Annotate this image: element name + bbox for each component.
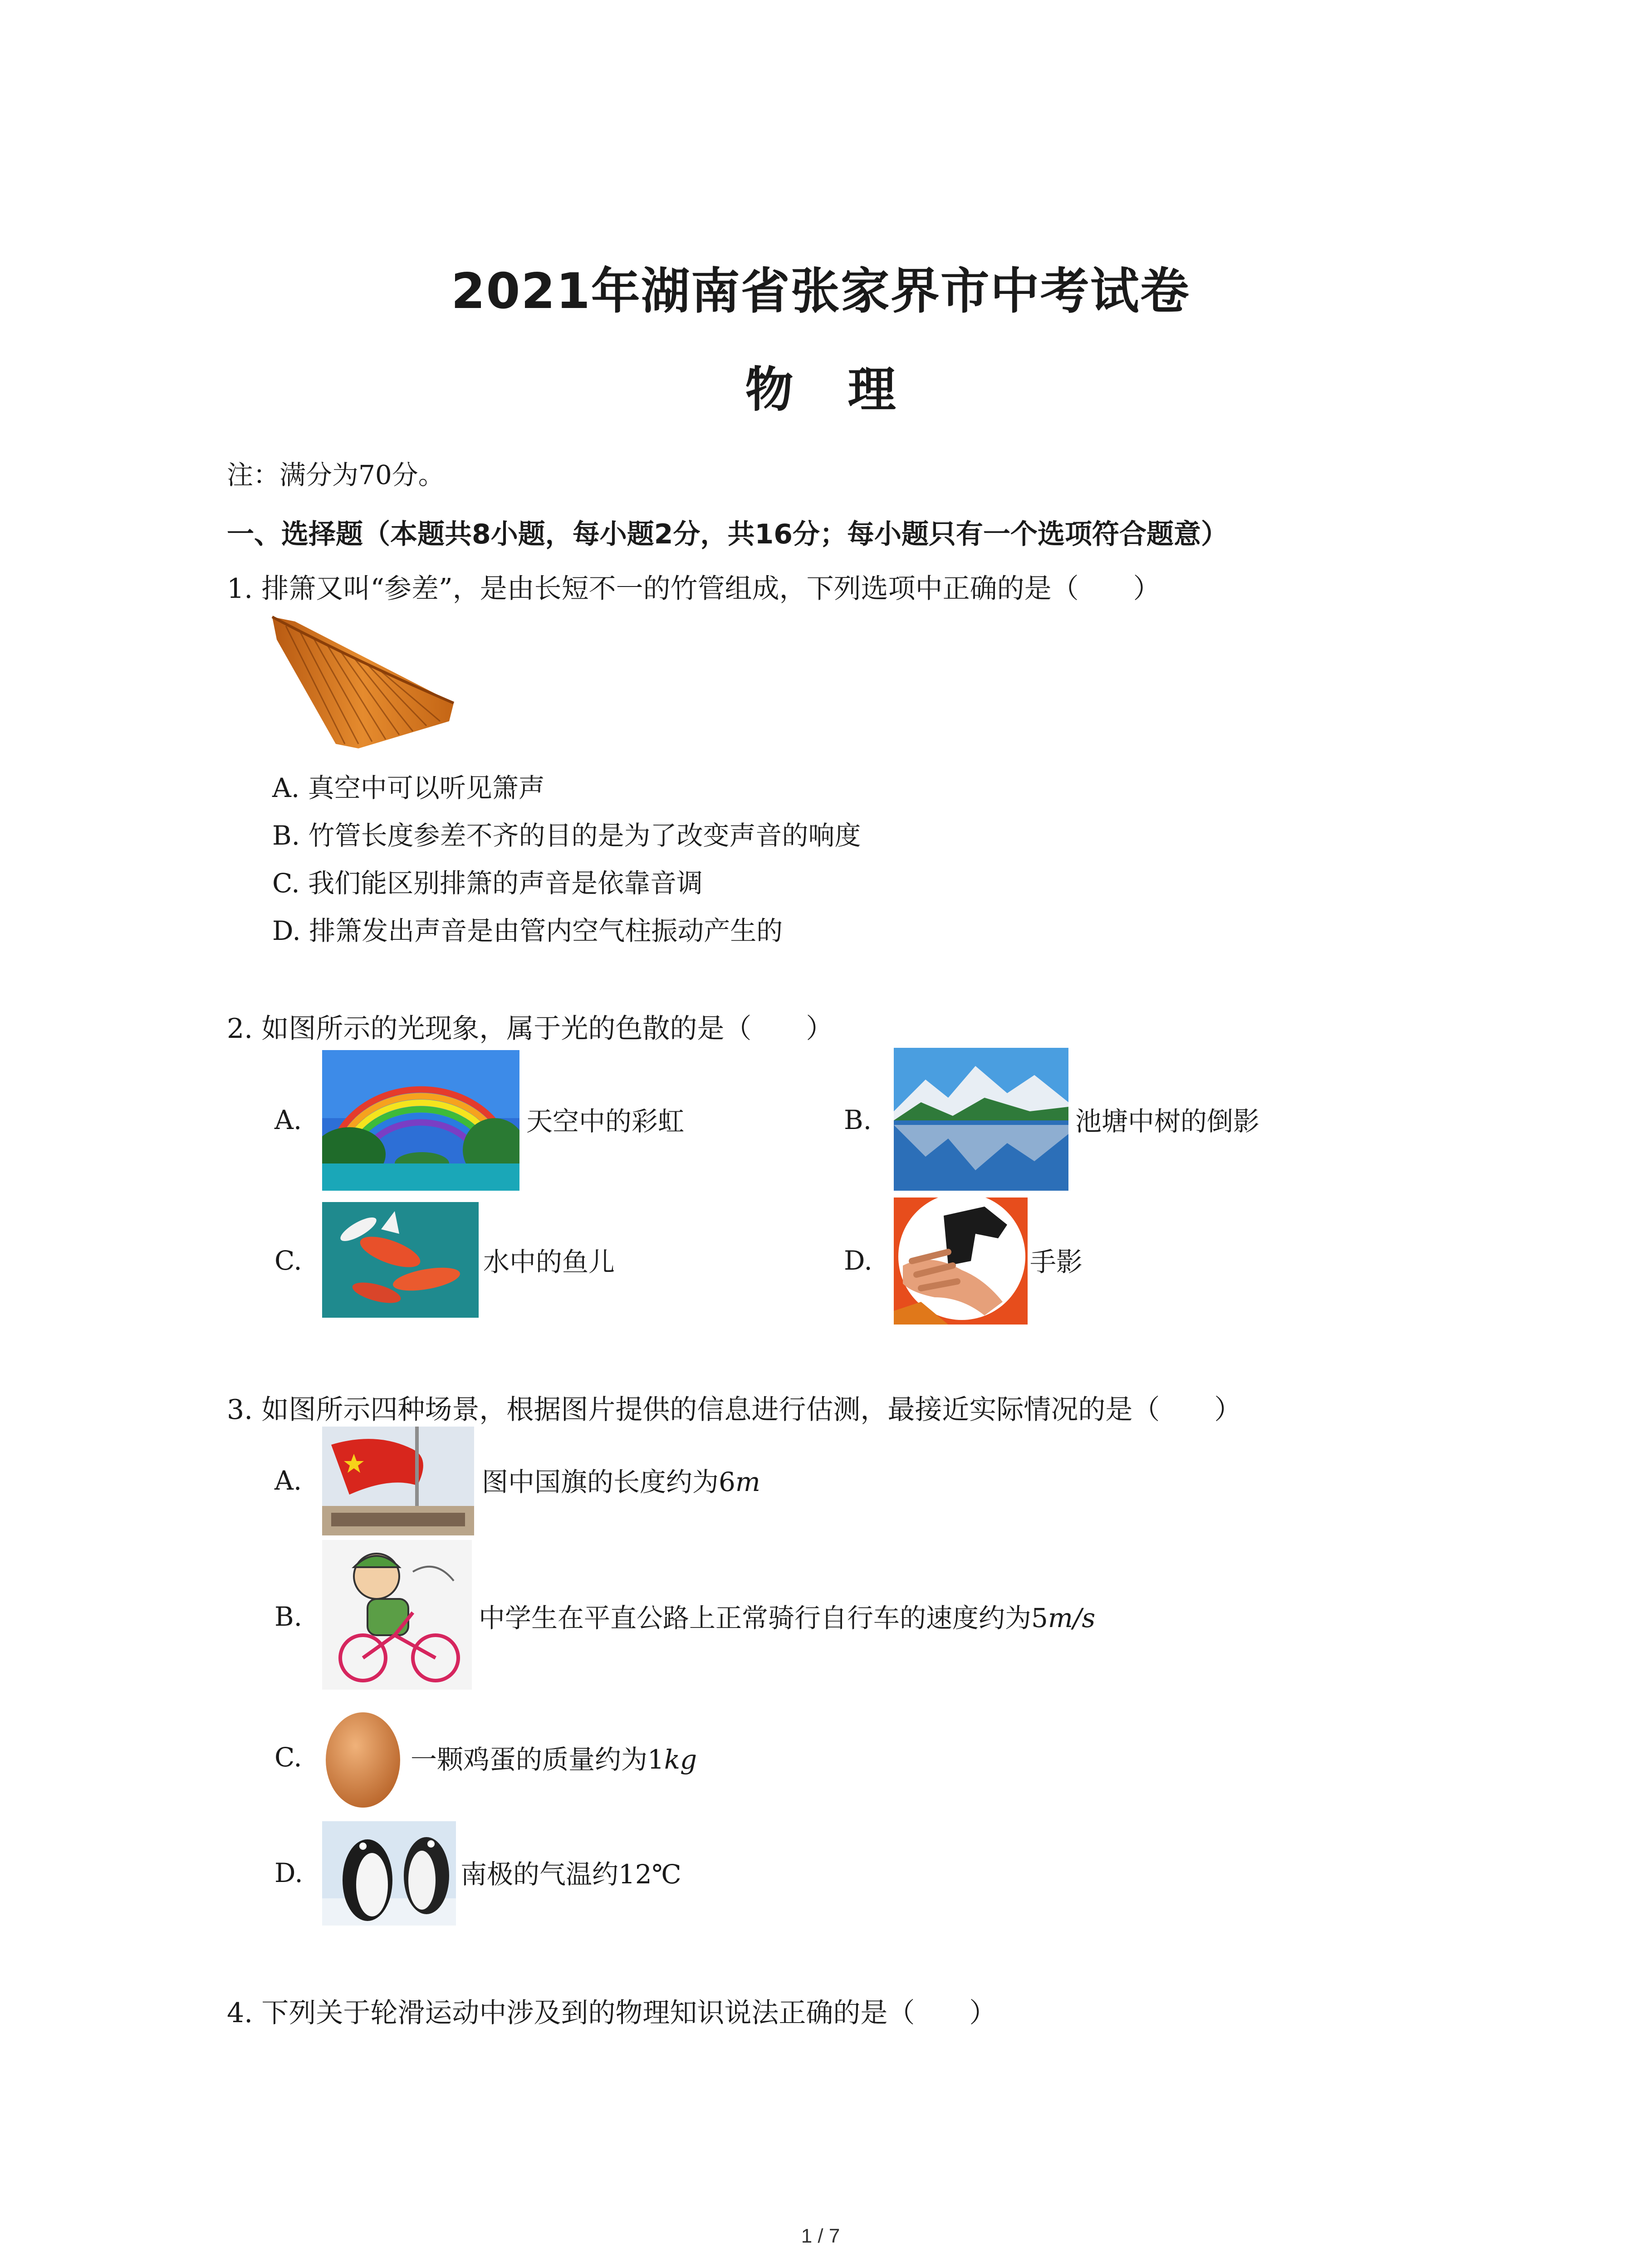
q3-label-a: A. — [274, 1465, 302, 1496]
question-1: 1. 排箫又叫“参差”，是由长短不一的竹管组成，下列选项中正确的是（ ） — [227, 573, 1161, 605]
rainbow-image — [322, 1050, 519, 1191]
q3-caption-a-text: 图中国旗的长度约为6 — [482, 1466, 735, 1497]
q2-label-d: D. — [844, 1245, 872, 1276]
q1-option-d: D. 排箫发出声音是由管内空气柱振动产生的 — [272, 915, 783, 946]
q2-caption-a: 天空中的彩虹 — [526, 1106, 685, 1137]
q3-label-d: D. — [274, 1857, 303, 1888]
q3-label-c: C. — [274, 1742, 302, 1773]
page-number: 1 / 7 — [801, 2225, 840, 2247]
q3-caption-a — [482, 1461, 760, 1499]
q1-option-c: C. 我们能区别排箫的声音是依靠音调 — [272, 868, 703, 899]
penguin-image — [322, 1821, 456, 1926]
reflection-image — [894, 1048, 1068, 1191]
cyclist-image — [322, 1540, 472, 1690]
q3-caption-b-text: 中学生在平直公路上正常骑行自行车的速度约为5 — [479, 1603, 1048, 1633]
fish-image — [322, 1202, 479, 1318]
q3-caption-b — [479, 1597, 1095, 1635]
question-2: 2. 如图所示的光现象，属于光的色散的是（ ） — [227, 1013, 833, 1045]
q2-caption-b: 池塘中树的倒影 — [1075, 1106, 1260, 1137]
q2-label-c: C. — [274, 1245, 302, 1276]
exam-title: 2021年湖南省张家界市中考试卷 — [451, 263, 1190, 320]
q2-label-b: B. — [844, 1105, 872, 1135]
score-note: 注：满分为70分。 — [227, 459, 445, 490]
q2-label-a: A. — [274, 1105, 302, 1135]
subject-char-2: 理 — [847, 362, 896, 418]
q2-caption-d: 手影 — [1030, 1246, 1083, 1277]
q3-label-b: B. — [274, 1601, 303, 1632]
q3-caption-c-text: 一颗鸡蛋的质量约为1 — [411, 1744, 664, 1775]
q1-option-a: A. 真空中可以听见箫声 — [272, 772, 545, 803]
question-3: 3. 如图所示四种场景，根据图片提供的信息进行估测，最接近实际情况的是（ ） — [227, 1394, 1242, 1426]
hand-shadow-image — [894, 1198, 1028, 1325]
section-heading: 一、选择题（本题共8小题，每小题2分，共16分；每小题只有一个选项符合题意） — [227, 518, 1228, 550]
panpipe-image — [268, 612, 458, 753]
flag-image — [322, 1427, 474, 1535]
q3-unit-c: kg — [664, 1744, 697, 1775]
question-4: 4. 下列关于轮滑运动中涉及到的物理知识说法正确的是（ ） — [227, 1997, 997, 2029]
q3-caption-d: 南极的气温约12℃ — [460, 1859, 681, 1890]
q3-caption-c — [411, 1738, 697, 1776]
q3-unit-a: m — [735, 1466, 760, 1497]
subject-title — [0, 352, 1641, 420]
q3-unit-b: m/s — [1048, 1603, 1096, 1633]
q1-option-b: B. 竹管长度参差不齐的目的是为了改变声音的响度 — [272, 820, 861, 851]
subject-char-1: 物 — [745, 362, 794, 418]
egg-image — [322, 1706, 404, 1810]
q2-caption-c: 水中的鱼儿 — [483, 1246, 615, 1277]
